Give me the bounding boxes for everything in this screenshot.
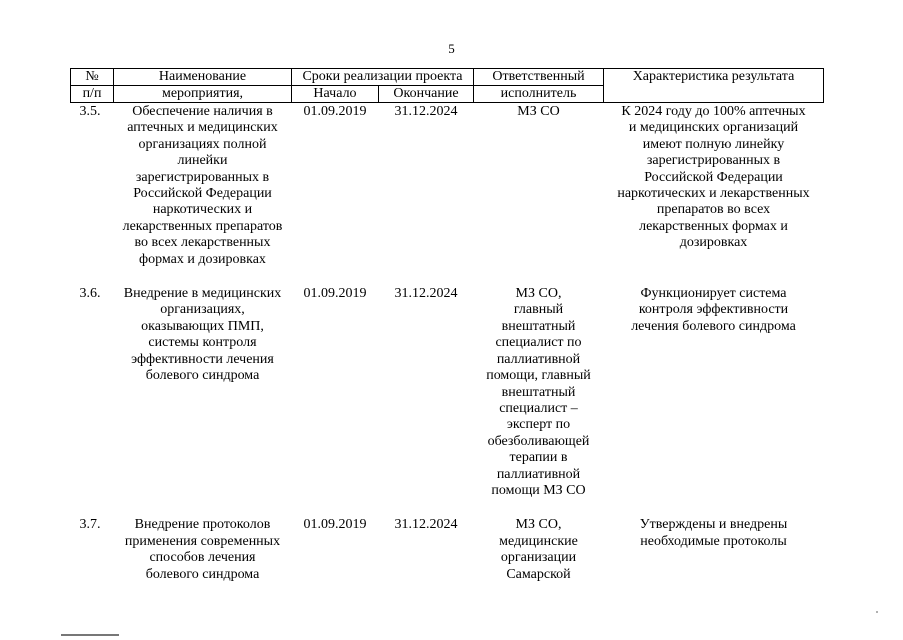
- header-end: Окончание: [379, 86, 474, 103]
- result: [604, 517, 824, 583]
- activity-name-line: оказывающих ПМП,: [141, 318, 264, 334]
- activity-name-line: во всех лекарственных: [134, 235, 271, 251]
- activity-name-line: линейки: [177, 153, 228, 169]
- responsible-line: специалист по: [495, 335, 582, 351]
- result-line: лекарственных формах и: [639, 218, 788, 234]
- header-result: Характеристика результата: [604, 69, 824, 103]
- result-line: и медицинских организаций: [628, 120, 799, 136]
- end-date: 31.12.2024: [394, 286, 458, 302]
- responsible-line: главный: [513, 302, 564, 318]
- activity-name: [114, 517, 292, 583]
- responsible-line: МЗ СО,: [515, 286, 562, 302]
- activity-name-line: формах и дозировках: [139, 251, 266, 267]
- table-body: [71, 103, 824, 583]
- header-row-1: [71, 69, 824, 86]
- result-line: лечения болевого синдрома: [631, 318, 796, 334]
- responsible-line: паллиативной: [496, 466, 581, 482]
- responsible-line: паллиативной: [496, 351, 581, 367]
- scan-mark: [61, 634, 119, 636]
- responsible-line: медицинские: [499, 533, 578, 549]
- plan-table: [70, 68, 824, 583]
- scan-dot: [876, 611, 878, 613]
- result-line: зарегистрированных в: [646, 153, 781, 169]
- header-responsible-sub: исполнитель: [474, 86, 604, 103]
- result-line: имеют полную линейку: [642, 136, 785, 152]
- responsible-line: эксперт по: [506, 417, 571, 433]
- result-line: наркотических и лекарственных: [617, 186, 810, 202]
- responsible-line: помощи МЗ СО: [491, 482, 586, 498]
- responsible-line: организации: [500, 550, 577, 566]
- responsible-line: МЗ СО,: [515, 517, 562, 533]
- activity-name-line: Внедрение протоколов: [134, 517, 271, 533]
- activity-name-line: Внедрение в медицинских: [123, 286, 282, 302]
- activity-name-line: организациях,: [160, 302, 245, 318]
- responsible-line: помощи, главный: [486, 368, 591, 384]
- end-date: 31.12.2024: [394, 517, 458, 533]
- result-line: необходимые протоколы: [640, 533, 787, 549]
- activity-name-line: системы контроля: [148, 335, 257, 351]
- activity-name-line: лекарственных препаратов: [122, 218, 283, 234]
- result-line: Российской Федерации: [644, 169, 783, 185]
- start-date: 01.09.2019: [303, 286, 367, 302]
- responsible-line: обезболивающей: [487, 433, 590, 449]
- activity-name: [114, 286, 292, 517]
- activity-name-line: болевого синдрома: [145, 368, 260, 384]
- header-responsible: Ответственный: [474, 69, 604, 86]
- activity-name-line: эффективности лечения: [131, 351, 274, 367]
- start-date: 01.09.2019: [303, 517, 367, 533]
- table-row: [71, 517, 824, 583]
- table-row: [71, 103, 824, 287]
- result-line: дозировках: [679, 235, 748, 251]
- activity-name-line: Российской Федерации: [133, 186, 272, 202]
- activity-name-line: наркотических и: [152, 202, 253, 218]
- responsible: [474, 103, 604, 287]
- activity-name-line: аптечных и медицинских: [127, 120, 278, 136]
- responsible-line: терапии в: [509, 450, 568, 466]
- result-line: К 2024 году до 100% аптечных: [621, 104, 806, 119]
- header-num: №: [71, 69, 114, 86]
- header-num-sub: п/п: [71, 86, 114, 103]
- table-row: [71, 286, 824, 517]
- activity-name-line: зарегистрированных в: [135, 169, 270, 185]
- responsible-line: МЗ СО: [517, 104, 560, 119]
- activity-name-line: способов лечения: [149, 550, 256, 566]
- row-number: 3.7.: [79, 517, 101, 533]
- activity-name-line: применения современных: [124, 533, 281, 549]
- start-date: 01.09.2019: [303, 104, 367, 119]
- end-date: 31.12.2024: [394, 104, 458, 119]
- header-name: Наименование: [114, 69, 292, 86]
- responsible-line: внештатный: [501, 384, 576, 400]
- activity-name-line: организациях полной: [138, 136, 267, 152]
- result-line: Утверждены и внедрены: [639, 517, 788, 533]
- activity-name-line: Обеспечение наличия в: [132, 104, 273, 119]
- header-period: Сроки реализации проекта: [292, 69, 474, 86]
- responsible: [474, 286, 604, 517]
- result-line: Функционирует система: [640, 286, 787, 302]
- row-number: 3.5.: [79, 104, 101, 119]
- activity-name-line: болевого синдрома: [145, 566, 260, 582]
- result-line: контроля эффективности: [638, 302, 789, 318]
- activity-name: [114, 103, 292, 287]
- responsible: [474, 517, 604, 583]
- responsible-line: Самарской: [506, 566, 571, 582]
- result: [604, 286, 824, 517]
- result-line: препаратов во всех: [656, 202, 771, 218]
- responsible-line: специалист –: [499, 400, 578, 416]
- responsible-line: внештатный: [501, 318, 576, 334]
- page-number: 5: [448, 41, 455, 56]
- result: [604, 103, 824, 287]
- header-start: Начало: [292, 86, 379, 103]
- row-number: 3.6.: [79, 286, 101, 302]
- header-name-sub: мероприятия,: [114, 86, 292, 103]
